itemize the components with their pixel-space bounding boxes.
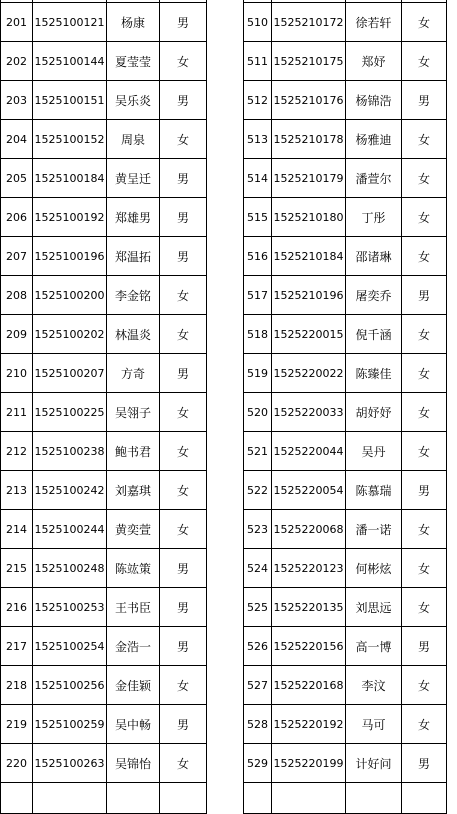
table-row	[244, 744, 447, 783]
row-number-cell: 515	[244, 198, 272, 237]
table-row	[1, 315, 207, 354]
row-number-cell: 204	[1, 120, 33, 159]
student-name-cell: 吴锦怡	[107, 744, 160, 783]
row-number-cell: 519	[244, 354, 272, 393]
row-number-cell: 512	[244, 81, 272, 120]
student-name-cell: 丁彤	[346, 198, 402, 237]
table-row	[244, 42, 447, 81]
gender-cell: 男	[402, 81, 447, 120]
student-name-cell: 李金铭	[107, 276, 160, 315]
row-number-cell: 206	[1, 198, 33, 237]
student-name-cell: 黄呈迁	[107, 159, 160, 198]
student-name-cell: 吴乐炎	[107, 81, 160, 120]
table-row-partial	[1, 783, 207, 814]
table-row	[244, 81, 447, 120]
table-row	[1, 354, 207, 393]
table-row	[1, 744, 207, 783]
student-id-cell: 1525210180	[272, 198, 346, 237]
student-id-cell: 1525210178	[272, 120, 346, 159]
gender-cell: 男	[160, 81, 207, 120]
student-id-cell: 1525210176	[272, 81, 346, 120]
student-id-cell: 1525220135	[272, 588, 346, 627]
gender-cell: 女	[402, 510, 447, 549]
student-name-cell: 何彬炫	[346, 549, 402, 588]
table-row	[1, 276, 207, 315]
table-row	[244, 276, 447, 315]
row-number-cell: 511	[244, 42, 272, 81]
gender-cell: 女	[402, 666, 447, 705]
table-row	[244, 3, 447, 42]
student-id-cell: 1525220168	[272, 666, 346, 705]
student-id-cell: 1525210184	[272, 237, 346, 276]
student-id-cell: 1525100254	[33, 627, 107, 666]
student-name-cell: 周泉	[107, 120, 160, 159]
gender-cell: 男	[160, 549, 207, 588]
student-name-cell: 杨康	[107, 3, 160, 42]
gender-cell: 女	[402, 237, 447, 276]
gender-cell: 女	[402, 315, 447, 354]
row-number-cell: 523	[244, 510, 272, 549]
table-row	[244, 159, 447, 198]
student-id-cell: 1525100238	[33, 432, 107, 471]
student-name-cell: 陈臻佳	[346, 354, 402, 393]
student-name-cell: 吴中畅	[107, 705, 160, 744]
table-row	[1, 81, 207, 120]
student-name-cell: 马可	[346, 705, 402, 744]
student-name-cell: 刘嘉琪	[107, 471, 160, 510]
table-row	[1, 627, 207, 666]
student-id-cell: 1525220022	[272, 354, 346, 393]
row-number-cell: 513	[244, 120, 272, 159]
student-id-cell: 1525100202	[33, 315, 107, 354]
table-row	[1, 198, 207, 237]
table-cell-empty	[346, 783, 402, 814]
table-row	[244, 588, 447, 627]
table-cell-empty	[272, 783, 346, 814]
row-number-cell: 527	[244, 666, 272, 705]
gender-cell: 女	[160, 510, 207, 549]
row-number-cell: 213	[1, 471, 33, 510]
table-row	[244, 198, 447, 237]
student-id-cell: 1525210172	[272, 3, 346, 42]
table-row	[1, 159, 207, 198]
table-cell-empty	[1, 783, 33, 814]
student-id-cell: 1525100207	[33, 354, 107, 393]
row-number-cell: 524	[244, 549, 272, 588]
row-number-cell: 525	[244, 588, 272, 627]
student-name-cell: 鲍书君	[107, 432, 160, 471]
row-number-cell: 517	[244, 276, 272, 315]
row-number-cell: 522	[244, 471, 272, 510]
row-number-cell: 209	[1, 315, 33, 354]
student-id-cell: 1525220054	[272, 471, 346, 510]
student-id-cell: 1525100253	[33, 588, 107, 627]
student-id-cell: 1525100196	[33, 237, 107, 276]
gender-cell: 女	[402, 159, 447, 198]
student-name-cell: 陈慕瑞	[346, 471, 402, 510]
row-number-cell: 214	[1, 510, 33, 549]
student-name-cell: 计好问	[346, 744, 402, 783]
table-row	[1, 3, 207, 42]
table-row	[244, 237, 447, 276]
gender-cell: 女	[160, 315, 207, 354]
gender-cell: 男	[160, 705, 207, 744]
student-table-right-body	[244, 0, 447, 814]
student-id-cell: 1525100248	[33, 549, 107, 588]
gender-cell: 男	[402, 627, 447, 666]
gender-cell: 女	[402, 120, 447, 159]
table-cell-empty	[33, 783, 107, 814]
student-name-cell: 郑雄男	[107, 198, 160, 237]
row-number-cell: 514	[244, 159, 272, 198]
gender-cell: 女	[402, 588, 447, 627]
table-row	[1, 120, 207, 159]
table-cell-empty	[402, 783, 447, 814]
row-number-cell: 212	[1, 432, 33, 471]
row-number-cell: 516	[244, 237, 272, 276]
table-row	[1, 471, 207, 510]
student-id-cell: 1525210175	[272, 42, 346, 81]
student-name-cell: 夏莹莹	[107, 42, 160, 81]
row-number-cell: 217	[1, 627, 33, 666]
student-id-cell: 1525220156	[272, 627, 346, 666]
student-id-cell: 1525220044	[272, 432, 346, 471]
student-id-cell: 1525210179	[272, 159, 346, 198]
row-number-cell: 528	[244, 705, 272, 744]
table-row	[244, 393, 447, 432]
gender-cell: 女	[402, 198, 447, 237]
student-table-right	[243, 0, 447, 814]
student-table-left-body	[1, 0, 207, 814]
gender-cell: 男	[160, 354, 207, 393]
table-row	[1, 549, 207, 588]
student-id-cell: 1525220015	[272, 315, 346, 354]
student-id-cell: 1525100256	[33, 666, 107, 705]
student-id-cell: 1525100144	[33, 42, 107, 81]
gender-cell: 女	[160, 744, 207, 783]
table-row	[244, 120, 447, 159]
row-number-cell: 510	[244, 3, 272, 42]
student-id-cell: 1525220123	[272, 549, 346, 588]
student-name-cell: 金佳颖	[107, 666, 160, 705]
gender-cell: 女	[402, 432, 447, 471]
gender-cell: 女	[160, 120, 207, 159]
student-id-cell: 1525100263	[33, 744, 107, 783]
table-row	[244, 549, 447, 588]
row-number-cell: 518	[244, 315, 272, 354]
table-row	[1, 432, 207, 471]
row-number-cell: 521	[244, 432, 272, 471]
student-id-cell: 1525220192	[272, 705, 346, 744]
row-number-cell: 526	[244, 627, 272, 666]
row-number-cell: 202	[1, 42, 33, 81]
table-cell-empty	[107, 783, 160, 814]
gender-cell: 女	[402, 3, 447, 42]
student-name-cell: 郑温拓	[107, 237, 160, 276]
student-name-cell: 潘一诺	[346, 510, 402, 549]
student-id-cell: 1525100225	[33, 393, 107, 432]
student-id-cell: 1525100259	[33, 705, 107, 744]
table-row	[244, 354, 447, 393]
student-name-cell: 郑妤	[346, 42, 402, 81]
row-number-cell: 203	[1, 81, 33, 120]
gender-cell: 男	[160, 627, 207, 666]
row-number-cell: 218	[1, 666, 33, 705]
student-name-cell: 徐若轩	[346, 3, 402, 42]
student-id-cell: 1525220068	[272, 510, 346, 549]
student-name-cell: 李汶	[346, 666, 402, 705]
row-number-cell: 215	[1, 549, 33, 588]
table-row	[244, 432, 447, 471]
gender-cell: 男	[160, 237, 207, 276]
student-table-left	[0, 0, 207, 814]
student-name-cell: 王书臣	[107, 588, 160, 627]
table-row	[244, 510, 447, 549]
row-number-cell: 207	[1, 237, 33, 276]
gender-cell: 女	[402, 549, 447, 588]
table-row-partial	[244, 783, 447, 814]
student-id-cell: 1525100151	[33, 81, 107, 120]
student-id-cell: 1525100200	[33, 276, 107, 315]
row-number-cell: 219	[1, 705, 33, 744]
row-number-cell: 210	[1, 354, 33, 393]
table-row	[1, 237, 207, 276]
gender-cell: 女	[402, 393, 447, 432]
student-name-cell: 方奇	[107, 354, 160, 393]
table-row	[244, 705, 447, 744]
student-id-cell: 1525210196	[272, 276, 346, 315]
student-name-cell: 杨锦浩	[346, 81, 402, 120]
student-name-cell: 吴翎子	[107, 393, 160, 432]
table-cell-empty	[244, 783, 272, 814]
student-id-cell: 1525220033	[272, 393, 346, 432]
gender-cell: 女	[402, 705, 447, 744]
student-name-cell: 金浩一	[107, 627, 160, 666]
table-row	[1, 705, 207, 744]
table-row	[244, 627, 447, 666]
student-name-cell: 刘思远	[346, 588, 402, 627]
gender-cell: 女	[160, 666, 207, 705]
student-name-cell: 屠奕乔	[346, 276, 402, 315]
student-name-cell: 倪千涵	[346, 315, 402, 354]
gender-cell: 女	[160, 393, 207, 432]
student-id-cell: 1525100121	[33, 3, 107, 42]
student-name-cell: 陈竑策	[107, 549, 160, 588]
row-number-cell: 220	[1, 744, 33, 783]
table-row	[244, 666, 447, 705]
student-name-cell: 杨雅迪	[346, 120, 402, 159]
gender-cell: 男	[160, 3, 207, 42]
student-id-cell: 1525100192	[33, 198, 107, 237]
gender-cell: 男	[402, 276, 447, 315]
gender-cell: 女	[160, 471, 207, 510]
gender-cell: 女	[402, 42, 447, 81]
student-name-cell: 邵诸琳	[346, 237, 402, 276]
gender-cell: 男	[160, 159, 207, 198]
row-number-cell: 216	[1, 588, 33, 627]
table-row	[244, 315, 447, 354]
gender-cell: 女	[160, 432, 207, 471]
gender-cell: 女	[160, 276, 207, 315]
gender-cell: 女	[160, 42, 207, 81]
row-number-cell: 529	[244, 744, 272, 783]
row-number-cell: 211	[1, 393, 33, 432]
student-name-cell: 潘萱尔	[346, 159, 402, 198]
student-id-cell: 1525100152	[33, 120, 107, 159]
table-cell-empty	[160, 783, 207, 814]
gender-cell: 男	[402, 471, 447, 510]
table-row	[1, 588, 207, 627]
student-id-cell: 1525100244	[33, 510, 107, 549]
student-name-cell: 胡妤妤	[346, 393, 402, 432]
gender-cell: 男	[160, 588, 207, 627]
student-name-cell: 吴丹	[346, 432, 402, 471]
student-id-cell: 1525100184	[33, 159, 107, 198]
table-row	[1, 393, 207, 432]
student-name-cell: 高一博	[346, 627, 402, 666]
table-row	[1, 510, 207, 549]
student-name-cell: 林温炎	[107, 315, 160, 354]
row-number-cell: 208	[1, 276, 33, 315]
student-id-cell: 1525220199	[272, 744, 346, 783]
table-row	[244, 471, 447, 510]
student-name-cell: 黄奕萱	[107, 510, 160, 549]
row-number-cell: 201	[1, 3, 33, 42]
row-number-cell: 520	[244, 393, 272, 432]
student-id-cell: 1525100242	[33, 471, 107, 510]
table-row	[1, 666, 207, 705]
row-number-cell: 205	[1, 159, 33, 198]
gender-cell: 男	[402, 744, 447, 783]
gender-cell: 女	[402, 354, 447, 393]
gender-cell: 男	[160, 198, 207, 237]
table-row	[1, 42, 207, 81]
